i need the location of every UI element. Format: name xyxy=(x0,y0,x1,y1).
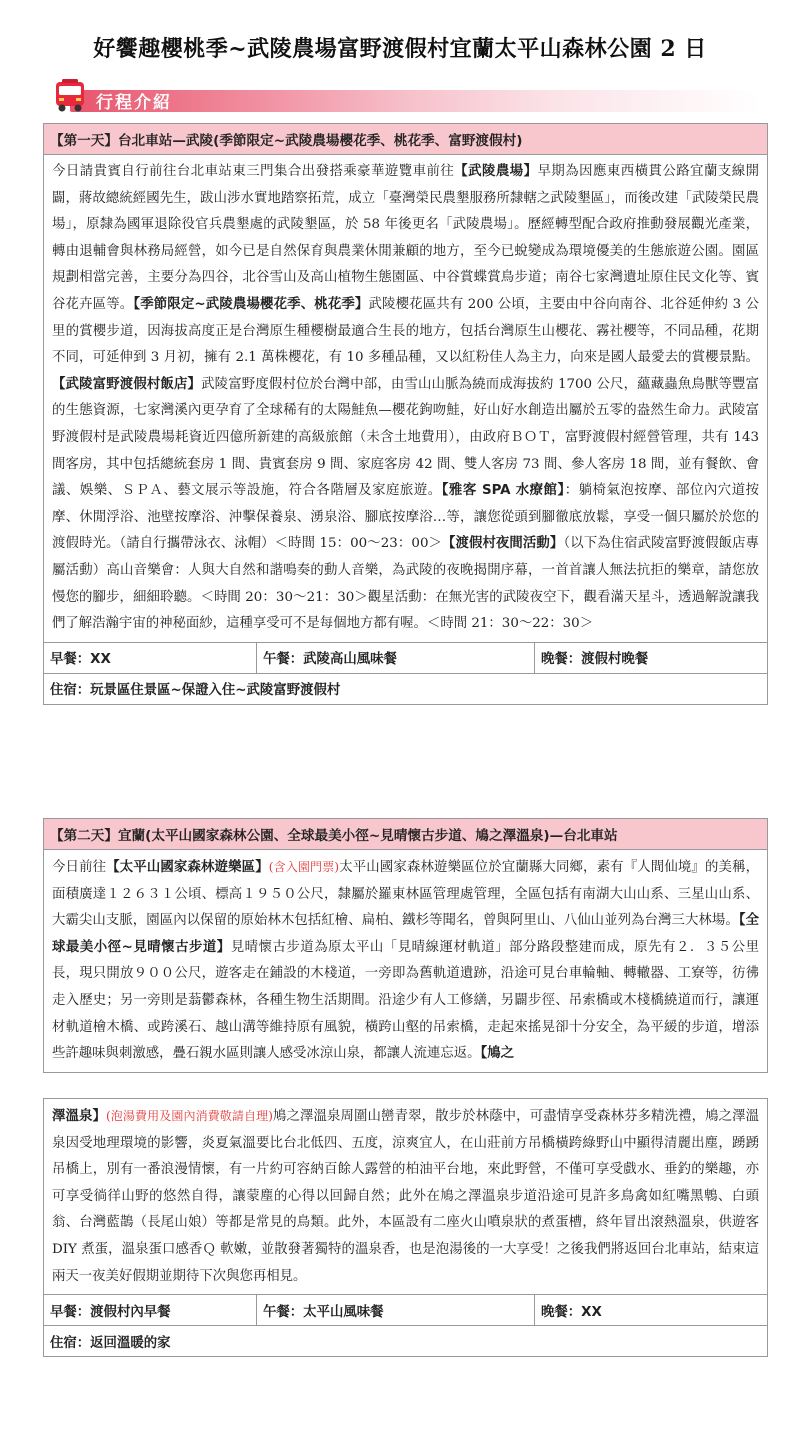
day1-dinner: 晚餐：渡假村晚餐 xyxy=(535,642,768,673)
red-bus-icon xyxy=(50,78,90,114)
day2-text-4: 鳩之澤溫泉周圍山巒青翠，散步於林蔭中，可盡情享受森林芬多精洗禮，鳩之澤溫泉因受地理環境的影響，炎夏氣溫要比台北低四、五度，涼爽宜人，在山莊前方吊橋橫跨綠野山中顯得清麗出塵，踴踴吊橋上，別有一番浪漫情懷，有一片約可容納百餘人露營的柏油平台地，來此野營，不僅可享受戲水、垂釣的樂趣，亦可享受徜徉山野的悠然自得，讓蒙塵的心得以回歸自然；此外在鳩之澤溫泉步道沿途可見許多鳥禽如紅嘴黑鵯、白頭翁、台灣藍鵲（長尾山娘）等都是常見的鳥類。此外，本區設有二座火山噴泉狀的煮蛋槽，終年冒出滾熱溫泉，供遊客 DIY 煮蛋，溫泉蛋口感香Ｑ 軟嫩，並散發著獨特的溫泉香，也是泡湯後的一大享受！之後我們將返回台北車站，結束這兩天一夜美好假期並期待下次與您再相見。 xyxy=(52,1109,759,1284)
day2-text-3: 見晴懷古步道為原太平山「見晴線運材軌道」部分路段整建而成，原先有２．３５公里長，現只開放９００公尺，遊客走在鋪設的木棧道，一旁即為舊軌道遺跡，沿途可見台車輪軸、轉轍器、工寮等，彷彿走入歷史；另一旁則是蓊鬱森林，各種生物生活期間。沿途少有人工修繕，另闢步徑、吊索橋或木棧橋繞道而行，讓運材軌道檜木橋、或跨溪石、越山溝等維持原有風貌，橫跨山壑的吊索橋，走起來搖晃卻十分安全，為平緩的步道，增添些許趣味與刺激感，疊石親水區則讓人感受冰涼山泉，都讓人流連忘返。 xyxy=(52,939,759,1062)
day1-text-1: 今日請貴賓自行前往台北車站東三門集合出發搭乘豪華遊覽車前往 xyxy=(52,164,455,179)
day2-note-spa-fee: (泡湯費用及園內消費敬請自理) xyxy=(106,1109,273,1123)
day1-text-2: 早期為因應東西橫貫公路宜蘭支線開闢，蔣故總統經國先生，跋山涉水實地踏察拓荒，成立「臺灣榮民農墾服務所隸轄之武陵墾區」，而後改建「武陵榮民農場」，原隸為國軍退除役官兵農墾處的武陵墾區，於 58 年後更名「武陵農場」。歷經轉型配合政府推動發展觀光產業，轉由退輔會與林務局經營，如今已是自然保育與農業休閒兼顧的地方，至今已蛻變成為環境優美的生態旅遊公園。園區規劃相當完善，主要分為四谷，北谷雪山及高山植物生態園區、中谷賞蝶賞鳥步道；南谷七家灣遺址原住民文化等、賓谷花卉區等。 xyxy=(52,164,760,312)
day2-table-continued xyxy=(43,1098,768,1357)
day2-dinner: 晚餐：XX xyxy=(535,1295,768,1326)
day1-text-6: （以下為住宿武陵富野渡假飯店專屬活動）高山音樂會：人與大自然和諧鳴奏的動人音樂，為武陵的夜晚揭開序幕，一首首讓人無法抗拒的樂章，請您放慢您的腳步，細細聆聽。＜時間 20：30～21：30＞觀星活動：在無光害的武陵夜空下，觀看滿天星斗，透過解說讓我們了解浩瀚宇宙的神秘面紗，這種享受可不是每個地方都有喔。＜時間 21：30～22：30＞ xyxy=(52,536,759,632)
day1-table xyxy=(43,123,768,705)
day2-text-1: 今日前往 xyxy=(52,860,107,875)
day2-highlight-taipingshan: 【太平山國家森林遊樂區】 xyxy=(106,860,269,875)
day2-breakfast: 早餐：渡假村內早餐 xyxy=(44,1295,257,1326)
day2-highlight-jianqing-trail: 【全球最美小徑~見晴懷古步道】 xyxy=(52,913,759,955)
section-banner xyxy=(40,78,760,118)
day1-text-3: 武陵櫻花區共有 200 公頃，主要由中谷向南谷、北谷延伸約 3 公里的賞櫻步道，因海拔高度正是台灣原生種櫻樹最適合生長的地方，包括台灣原生山櫻花、霧社櫻等，不同品種，花期不同，可延伸到 3 月初，擁有 2.1 萬株櫻花，有 10 多種品種，又以紅粉佳人為主力，向來是國人最愛去的賞櫻景點。 xyxy=(52,296,759,366)
day1-breakfast: 早餐：XX xyxy=(44,642,257,673)
day2-text-2: 太平山國家森林遊樂區位於宜蘭縣大同鄉，素有『人間仙境』的美稱，面積廣達１２６３１公頃、標高１９５０公尺，隸屬於羅東林區管理處管理，全區包括有南湖大山山系、三星山山系、大霸尖山支脈，園區內以保留的原始林木包括紅檜、扁柏、鐵杉等聞名，曾與阿里山、八仙山並列為台灣三大林場。 xyxy=(52,860,760,929)
day1-highlight-spa: 【雅客 SPA 水療館】 xyxy=(441,483,565,499)
day1-header: 【第一天】台北車站—武陵(季節限定~武陵農場櫻花季、桃花季、富野渡假村) xyxy=(44,124,768,155)
day1-highlight-cherry-season: 【季節限定~武陵農場櫻花季、桃花季】 xyxy=(133,296,369,312)
section-label: 行程介紹 xyxy=(96,93,172,113)
day2-accommodation: 住宿：返回溫暖的家 xyxy=(44,1326,768,1357)
day2-description-part1 xyxy=(44,850,768,1073)
day1-highlight-night-activity: 【渡假村夜間活動】 xyxy=(441,536,564,552)
day2-table xyxy=(43,818,768,1073)
day1-accommodation: 住宿：玩景區住景區~保證入住~武陵富野渡假村 xyxy=(44,673,768,704)
day2-description-part2 xyxy=(44,1099,768,1295)
page-title: 好饗趣櫻桃季~武陵農場富野渡假村宜蘭太平山森林公園 2 日 xyxy=(93,36,707,62)
banner-strip xyxy=(70,90,760,112)
day2-highlight-jiuzhize-b: 澤溫泉】 xyxy=(52,1109,107,1124)
day1-text-4: 武陵富野度假村位於台灣中部，由雪山山脈為繞而成海拔約 1700 公尺，蘊藏蟲魚鳥獸等豐富的生態資源，七家灣溪內更孕育了全球稀有的太陽鮭魚—櫻花鉤吻鮭，好山好水創造出屬於五零的盎然生命力。武陵富野渡假村是武陵農場耗資近四億所新建的高級旅館（未含土地費用），由政府ＢＯＴ，富野渡假村經營管理，共有 143 間客房，其中包括總統套房 1 間、貴賓套房 9 間、家庭客房 42 間、雙人客房 73 間、參人客房 18 間，並有餐飲、會議、娛樂、ＳＰＡ、藝文展示等設施，符合各階層及家庭旅遊。 xyxy=(52,376,760,499)
day2-header: 【第二天】宜蘭(太平山國家森林公園、全球最美小徑~見晴懷古步道、鳩之澤溫泉)—台北車站 xyxy=(44,819,768,850)
day2-lunch: 午餐：太平山風味餐 xyxy=(257,1295,535,1326)
day2-highlight-jiuzhize-a: 【鳩之 xyxy=(480,1046,514,1062)
day1-lunch: 午餐：武陵高山風味餐 xyxy=(257,642,535,673)
day2-note-ticket: (含入園門票) xyxy=(268,860,340,874)
day1-description xyxy=(44,155,768,643)
day1-text-5: ：躺椅氣泡按摩、部位內穴道按摩、休閒浮浴、池壁按摩浴、沖擊保養泉、湧泉浴、腳底按摩浴…等，讓您從頭到腳徹底放鬆，享受一個只屬於於您的渡假時光。（請自行攜帶泳衣、泳帽）＜時間 15：00～23：00＞ xyxy=(52,483,760,552)
day1-highlight-resort: 【武陵富野渡假村飯店】 xyxy=(52,376,202,392)
day1-highlight-wuling-farm: 【武陵農場】 xyxy=(454,164,538,179)
